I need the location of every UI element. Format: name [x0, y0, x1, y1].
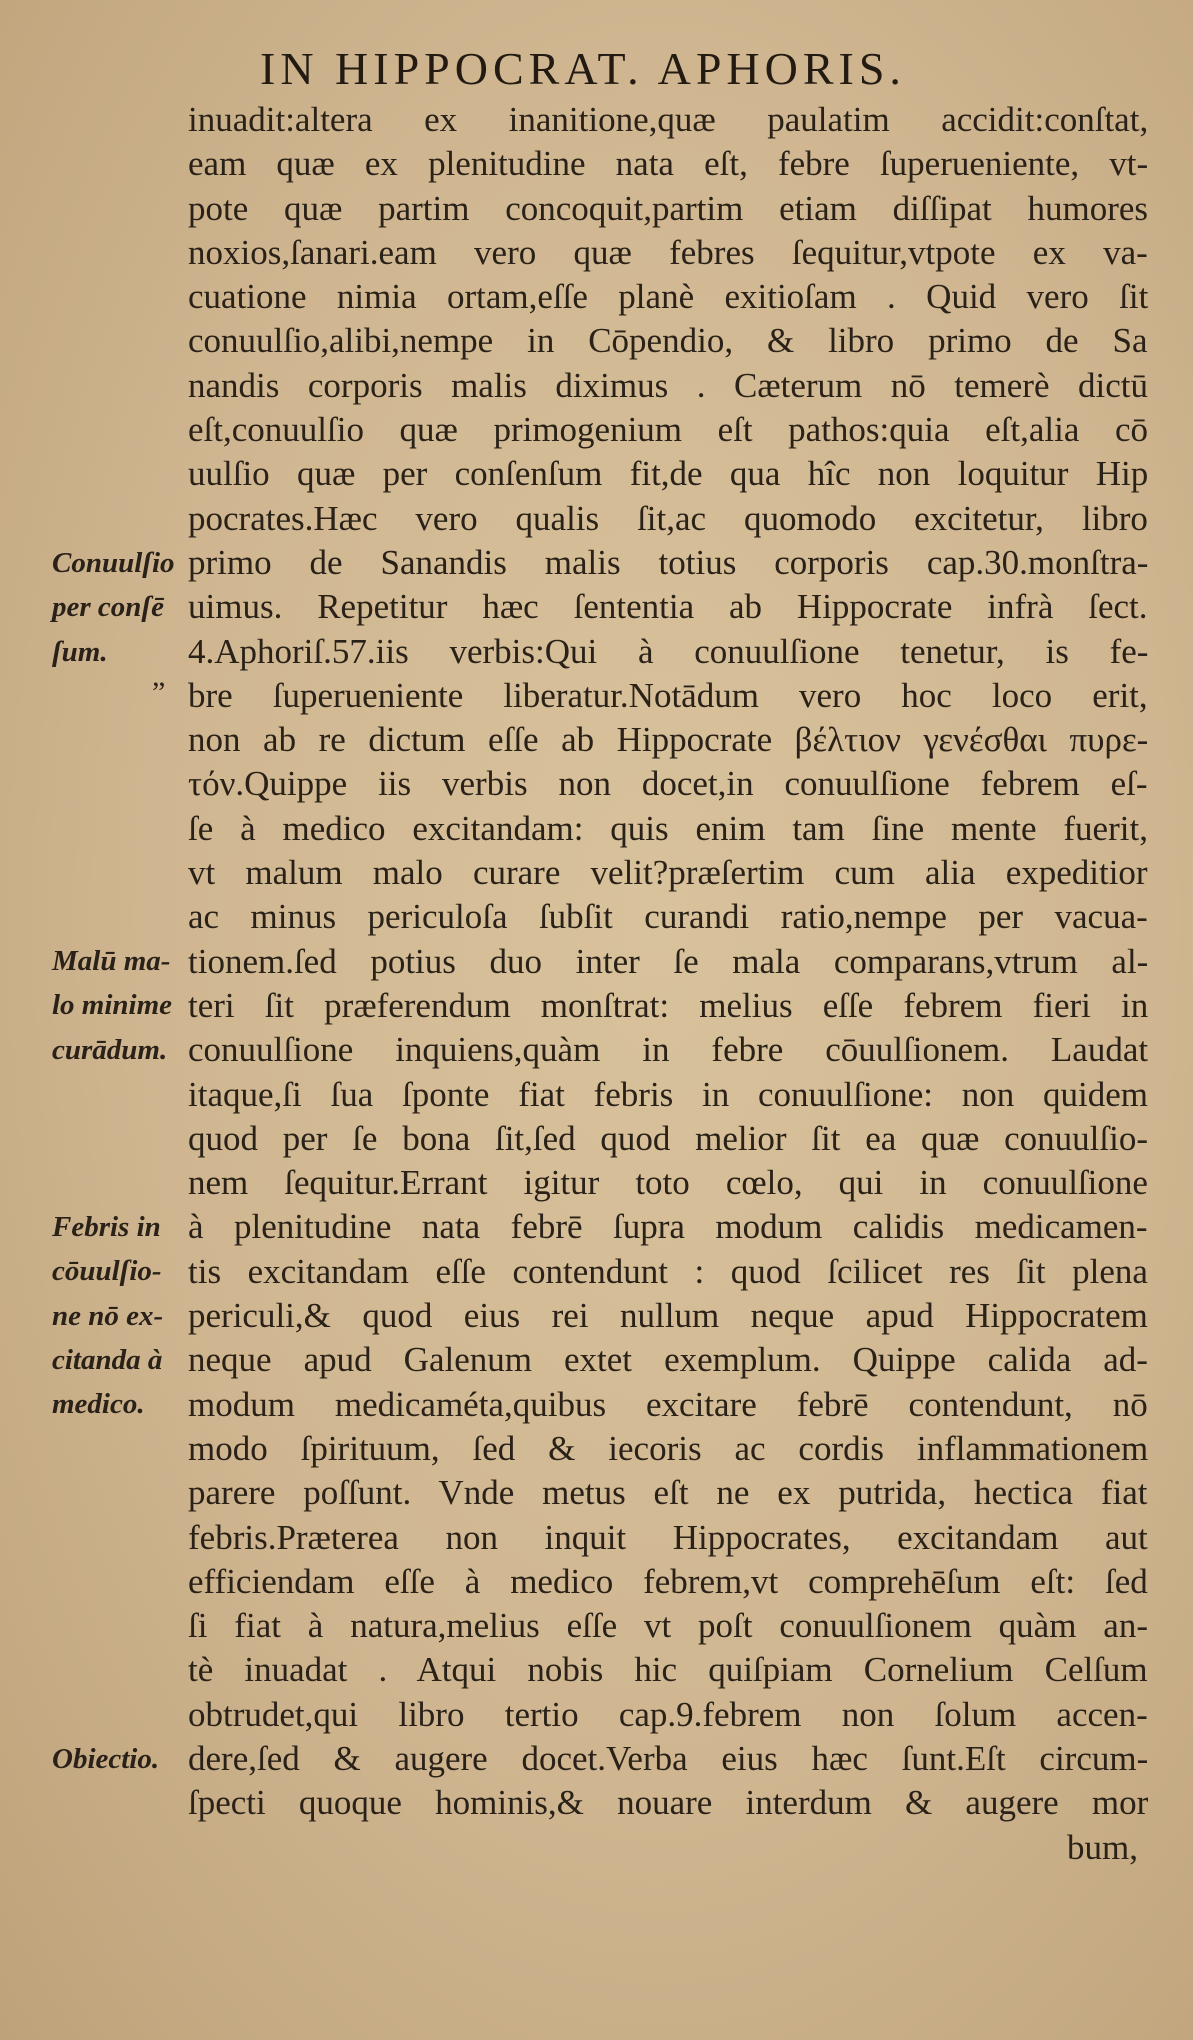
text-line: 4.Aphoriſ.57.iis verbis:Qui à conuulſione tenetur, is fe- [188, 631, 1149, 671]
text-line: ac minus periculoſa ſubſit curandi ratio,nempe per vacua- [188, 897, 1148, 937]
marginal-note-line: medico. [52, 1388, 145, 1421]
text-line: conuulſione inquiens,quàm in febre cōuulſionem. Laudat [188, 1030, 1149, 1070]
marginal-note-line: Obiectio. [52, 1743, 160, 1775]
text-line: modum medicaméta,quibus excitare febrē contendunt, nō [188, 1384, 1148, 1424]
text-line: tis excitandam eſſe contendunt : quod ſcilicet res ſit plena [188, 1251, 1148, 1291]
text-line: uulſio quæ per conſenſum fit,de qua hîc non loquitur Hip [188, 454, 1149, 494]
text-line: obtrudet,qui libro tertio cap.9.febrem non ſolum accen- [188, 1694, 1148, 1734]
text-line: bre ſuperueniente liberatur.Notādum vero hoc loco erit, [188, 675, 1148, 715]
text-line: non ab re dictum eſſe ab Hippocrate βέλτιον γενέσθαι πυρε- [188, 720, 1149, 760]
body-text [188, 98, 1148, 1870]
text-line: efficiendam eſſe à medico febrem,vt comprehēſum eſt: ſed [188, 1561, 1148, 1601]
text-line: itaque,ſi ſua ſponte fiat febris in conuulſione: non quidem [188, 1074, 1148, 1114]
marginal-note-line: cōuulſio- [52, 1255, 162, 1288]
text-line: ſi fiat à natura,melius eſſe vt poſt conuulſionem quàm an- [188, 1606, 1148, 1646]
text-line: conuulſio,alibi,nempe in Cōpendio, & libro primo de Sa [188, 321, 1148, 361]
marginal-note-line: curādum. [52, 1033, 168, 1066]
text-line: quod per ſe bona ſit,ſed quod melior ſit ea quæ conuulſio- [188, 1118, 1148, 1158]
marginal-note-line: per conſē [52, 591, 164, 624]
marginal-note-line: ne nō ex- [52, 1299, 164, 1332]
text-line: vt malum malo curare velit?præſertim cum alia expeditior [188, 853, 1148, 893]
text-line: à plenitudine nata febrē ſupra modum calidis medicamen- [188, 1207, 1148, 1247]
marginal-note-line: Conuulſio [52, 547, 175, 579]
marginal-note-line: lo minime [52, 989, 173, 1022]
text-line: teri ſit præferendum monſtrat: melius eſſe febrem fieri in [188, 985, 1149, 1025]
text-line: τόν.Quippe iis verbis non docet,in conuulſione febrem eſ- [188, 764, 1148, 804]
text-line: tè inuadat . Atqui nobis hic quiſpiam Cornelium Celſum [188, 1650, 1148, 1690]
marginal-note-convulsio [52, 541, 202, 674]
text-line: febris.Præterea non inquit Hippocrates, excitandam aut [188, 1517, 1148, 1557]
marginal-note-obiectio [52, 1737, 202, 1781]
marginal-note-febris [52, 1205, 202, 1426]
text-line: modo ſpirituum, ſed & iecoris ac cordis inflammationem [188, 1428, 1149, 1468]
marginal-note-line: citanda à [52, 1343, 163, 1376]
text-line: uimus. Repetitur hæc ſententia ab Hippocrate infrà ſect. [188, 587, 1148, 627]
text-line: inuadit:altera ex inanitione,quæ paulatim accidit:conſtat, [188, 100, 1149, 139]
running-head: IN HIPPOCRAT. APHORIS. [260, 43, 906, 94]
marginal-note-malum [52, 939, 202, 1072]
text-line: pocrates.Hæc vero qualis ſit,ac quomodo excitetur, libro [188, 498, 1148, 538]
text-line: nem ſequitur.Errant igitur toto cœlo, qui in conuulſione [188, 1163, 1148, 1203]
text-line: ſe à medico excitandam: quis enim tam ſine mente fuerit, [188, 808, 1148, 848]
text-line: dere,ſed & augere docet.Verba eius hæc ſunt.Eſt circum- [188, 1738, 1149, 1778]
marginal-note-line: Malū ma- [52, 945, 171, 977]
quotation-mark: ” [152, 676, 166, 709]
text-line: pote quæ partim concoquit,partim etiam diſſipat humores [188, 188, 1149, 228]
text-line: bum, [1067, 1827, 1138, 1867]
text-line: cuatione nimia ortam,eſſe planè exitioſam . Quid vero ſit [188, 277, 1149, 317]
text-line: primo de Sanandis malis totius corporis cap.30.monſtra- [188, 542, 1149, 582]
text-line: eſt,conuulſio quæ primogenium eſt pathos:quia eſt,alia cō [188, 410, 1148, 450]
text-line: ſpecti quoque hominis,& nouare interdum & augere mor [188, 1783, 1149, 1823]
text-line: eam quæ ex plenitudine nata eſt, febre ſuperueniente, vt- [188, 144, 1149, 184]
marginal-note-line: Febris in [52, 1211, 161, 1243]
text-line: tionem.ſed potius duo inter ſe mala comparans,vtrum al- [188, 941, 1149, 981]
text-line: parere poſſunt. Vnde metus eſt ne ex putrida, hectica fiat [188, 1473, 1148, 1513]
text-line: periculi,& quod eius rei nullum neque apud Hippocratem [188, 1296, 1148, 1336]
text-line: neque apud Galenum extet exemplum. Quippe calida ad- [188, 1340, 1148, 1380]
marginal-note-line: ſum. [52, 635, 108, 668]
text-line: noxios,ſanari.eam vero quæ febres ſequitur,vtpote ex va- [188, 232, 1148, 272]
text-line: nandis corporis malis diximus . Cæterum nō temerè dictū [188, 365, 1148, 405]
